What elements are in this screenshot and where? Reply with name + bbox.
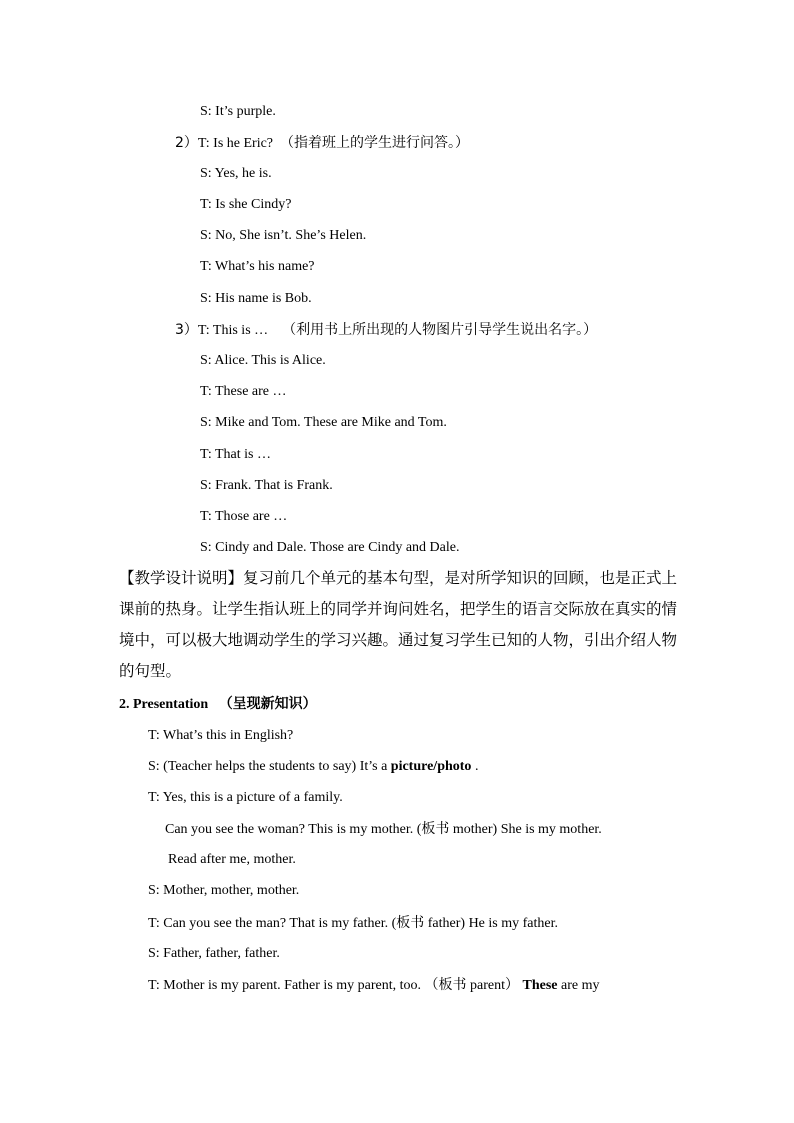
keyword: picture/photo [390,759,472,774]
dialogue-line: T: What’s this in English? [148,728,294,743]
dialogue-line: S: Yes, he is. [200,166,272,181]
dialogue-line: T: That is … [200,447,271,462]
dialogue-line: S: Mike and Tom. These are Mike and Tom. [200,415,447,430]
keyword: These [522,978,558,993]
dialogue-line: 2）T: Is he Eric? （指着班上的学生进行问答。） [175,135,470,151]
dialogue-line: S: It’s purple. [200,104,276,119]
design-note-paragraph: 【教学设计说明】复习前几个单元的基本句型，是对所学知识的回顾，也是正式上课前的热身。让学生指认班上的同学并询问姓名，把学生的语言交际放在真实的情境中，可以极大地调动学生的学习兴趣。通过复习学生已知的人物，引出介绍人物的句型。 [119,569,678,680]
dialogue-line: T: Those are … [200,509,288,524]
dialogue-line: T: These are … [200,384,287,399]
dialogue-line: 3）T: This is … （利用书上所出现的人物图片引导学生说出名字。） [175,322,598,338]
dialogue-line: S: Mother, mother, mother. [148,883,300,898]
dialogue-line: S: Father, father, father. [148,946,280,961]
item-number: 2） [175,135,198,151]
item-number: 3） [175,322,198,338]
dialogue-line: T: Is she Cindy? [200,197,292,212]
section-heading: 2. Presentation （呈现新知识） [119,696,317,712]
dialogue-line: T: Mother is my parent. Father is my parent, too. （板书 parent） These are my [148,977,600,993]
dialogue-line: S: (Teacher helps the students to say) It’s a picture/photo . [148,759,479,774]
dialogue-line: Read after me, mother. [168,852,296,867]
dialogue-line: S: Cindy and Dale. Those are Cindy and Dale. [200,540,460,555]
dialogue-line: S: His name is Bob. [200,291,312,306]
dialogue-line: Can you see the woman? This is my mother. (板书 mother) She is my mother. [165,821,602,837]
dialogue-line: S: Alice. This is Alice. [200,353,326,368]
dialogue-line: T: Yes, this is a picture of a family. [148,790,343,805]
dialogue-line: S: No, She isn’t. She’s Helen. [200,228,367,243]
dialogue-line: S: Frank. That is Frank. [200,478,333,493]
dialogue-line: T: What’s his name? [200,259,315,274]
dialogue-line: T: Can you see the man? That is my father. (板书 father) He is my father. [148,915,558,931]
